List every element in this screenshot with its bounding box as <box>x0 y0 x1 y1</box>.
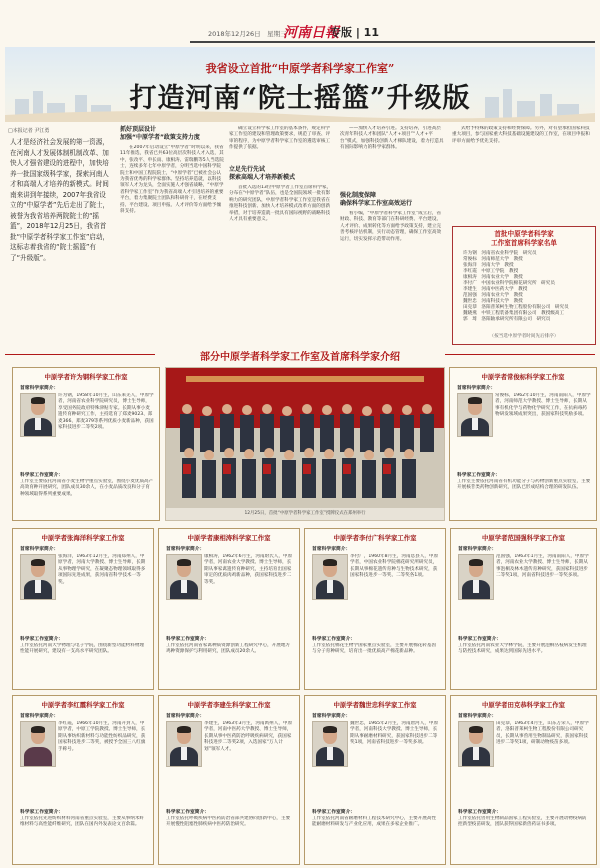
studio-heading: 科学家工作室简介： <box>312 810 356 815</box>
bio-heading: 首席科学家简介： <box>20 386 59 391</box>
scientist-bio: 李付广，1960年8月生，河南息县人，中原学者，中国农业科学院棉花研究所研究员，长期从事棉花遗传育种与生物技术研究，获国家科技进步一等奖、二等奖各1项。 <box>350 554 439 579</box>
studio-card <box>449 367 597 521</box>
list-item: 李红霞 中原工学院 教授 <box>463 269 519 274</box>
scientist-portrait <box>312 554 348 600</box>
header-rule <box>190 41 595 43</box>
card-title: 中原学者许为钢科学家工作室 <box>44 373 128 381</box>
studio-card <box>12 528 154 690</box>
banner-kicker: 我省设立首批“中原学者科学家工作室” <box>205 62 395 75</box>
scientist-bio: 张海洋，1963年12月生，河南郑州人，中原学者，河南大学教授、博士生导师，长期从事物理学研究，在凝聚态物理领域取得多项国际先进成果，获河南省科学技术一等奖。 <box>58 554 146 585</box>
ceremony-photo <box>165 367 445 521</box>
bio-heading: 首席科学家简介： <box>458 714 497 719</box>
studio-desc: 工作室主要依托河南省小麦生物学重点实验室，围绕小麦优质高产高效育种开展研究，团队成员30余人，在小麦品质改良和分子育种领域取得系列重要成果。 <box>20 479 154 497</box>
article-column-2 <box>120 145 224 341</box>
article-paragraph: 式给予特殊的政策支持和经费保障。另外，对有望承担国家科技重大项目，参与国家重大科技基础设施建设的工作室，在项目申报和评审方面给予优先支持。 <box>452 126 590 144</box>
list-item: 郭 琦 洛阳轴承研究所有限公司 研究员 <box>463 317 551 322</box>
scientist-bio: 康相涛，1962年6月生，河南尉氏人，中原学者，河南农业大学教授、博士生导师，长期从事家禽遗传育种研究，主持培育出国家审定的优质肉鸡新品种，获国家科技进步二等奖。 <box>204 554 293 585</box>
studio-heading: 科学家工作室简介： <box>20 810 64 815</box>
list-item: 范国强 河南农业大学 教授 <box>463 293 523 298</box>
list-item: 魏晓燕 中铁工程装备集团有限公司 教授级高工 <box>463 311 565 316</box>
scientist-portrait <box>20 554 56 600</box>
photo-caption: 12月25日，首批“中原学者科学家工作室”授牌仪式在郑州举行 <box>244 511 366 516</box>
ceremony-scene <box>166 368 444 508</box>
banner-headline: 打造河南“院士摇篮”升级版 <box>129 83 471 114</box>
studio-desc: 工作室依托河南省家禽种质资源创新工程研究中心，开展地方鸡种资源保护与利用研究，团队成员20余人。 <box>166 643 291 655</box>
studio-heading: 科学家工作室简介： <box>166 637 210 642</box>
studio-desc: 工作室主要依托河南省有机功能分子与药物创新重点实验室，主要开展核苷类药物创新研究，团队已形成结构合理的研发队伍。 <box>457 479 591 491</box>
scientist-portrait <box>312 721 348 767</box>
studio-card <box>304 528 446 690</box>
article-paragraph: 确立设立科学家工作室的基本条件，规定科学家工作室的建设和管理政策要求，规范了审查、评审的程序，为中原学者科学家工作室的遴选审核工作提供了依据。 <box>229 126 331 151</box>
list-item: 张海洋 河南大学 教授 <box>463 263 514 268</box>
card-title: 中原学者魏世忠科学家工作室 <box>333 701 417 709</box>
list-item: 李建生 河南中医药大学 教授 <box>463 287 528 292</box>
bio-heading: 首席科学家简介： <box>166 714 205 719</box>
studio-desc: 工作室依托河南省耐磨材料工程技术研究中心，主要开展高性能耐磨材料研发与产业化应用，成果在多家企业推广。 <box>312 816 437 828</box>
studio-desc: 工作室依托兽用生物制品国家工程实验室，主要开展动物疫病防控新型疫苗研发，团队获得国家新兽药证书多项。 <box>458 816 587 828</box>
newspaper-logo: 河南日報 <box>283 25 339 41</box>
studio-heading: 科学家工作室简介： <box>457 473 501 478</box>
scientist-portrait <box>458 554 494 600</box>
scientist-portrait <box>166 721 202 767</box>
studio-card <box>304 695 446 865</box>
scientist-portrait <box>20 721 56 767</box>
studio-heading: 科学家工作室简介： <box>458 637 502 642</box>
studio-heading: 科学家工作室简介： <box>20 637 64 642</box>
list-item: 许为钢 河南省农业科学院 研究员 <box>463 251 537 256</box>
scientist-bio: 范国强，1963年1月生，河南南阳人，中原学者，河南农业大学教授、博士生导师，长期从事泡桐及林木遗传育种研究，获国家科技进步二等奖1项，河南省科技进步一等奖多项。 <box>496 554 589 579</box>
article-column-4-top <box>340 126 444 190</box>
studio-card <box>158 695 300 865</box>
section-title: 部分中原学者科学家工作室及首席科学家介绍 <box>200 352 400 363</box>
scientist-portrait <box>20 393 56 437</box>
studio-card <box>450 528 597 690</box>
studio-heading: 科学家工作室简介： <box>20 473 64 478</box>
headline-banner <box>5 47 595 122</box>
scientist-portrait <box>458 721 494 767</box>
card-title: 中原学者李红霞科学家工作室 <box>41 701 125 709</box>
list-item: 常俊标 河南师范大学 教授 <box>463 257 523 262</box>
issue-date: 2018年12月26日 星期三 <box>208 30 287 38</box>
studio-desc: 工作室依托先进纺织材料河南省重点实验室，主要从事纳米纤维材料与高性能纤维研究，团队在国内外发表论文百余篇。 <box>20 816 145 828</box>
article-paragraph: 看小编，“中原学者科学家工作室”成立后，省财政、科技、教育等部门在科研经费、平台建设、人才评价、成果转化等方面给予政策支持，建立完善考核评估机制，实行动态管理，确保工作室高效运行，切实发挥示范带动作用。 <box>340 211 442 242</box>
subheading-guarantee: 强化制度保障 确保科学家工作室高效运行 <box>340 192 413 207</box>
list-item: 康相涛 河南农业大学 教授 <box>463 275 523 280</box>
article-paragraph: ——加快人才培养引进。支持培养，引进高层次青年科技人才和团队“人才+项目”“人才+平台”模式，加强科技创新人才梯队建设，着力打造具有国际影响力的科学家群体。 <box>340 126 444 151</box>
studio-heading: 科学家工作室简介： <box>312 637 356 642</box>
chief-scientist-list <box>452 226 596 345</box>
list-title: 首批中原学者科学家 工作室首席科学家名单 <box>491 230 557 247</box>
article-column-3-top <box>229 126 333 164</box>
bio-heading: 首席科学家简介： <box>457 386 496 391</box>
list-note: （按当选中原学者时间先后排序） <box>489 334 559 339</box>
scientist-bio: 田克恭，1963年4月生，山东万荣人，中原学者，洛阳普莱柯生物工程股份有限公司研究员，长期从事兽用生物制品研究，获国家科技进步二等奖1项，研制动物疫苗多项。 <box>496 721 589 746</box>
bio-heading: 首席科学家简介： <box>458 547 497 552</box>
card-title: 中原学者康相涛科学家工作室 <box>187 534 271 542</box>
subheading-policy: 抓好顶层设计 加强“中原学者”政策支持力度 <box>120 126 200 141</box>
studio-heading: 科学家工作室简介： <box>166 810 210 815</box>
card-title: 中原学者李付广科学家工作室 <box>333 534 417 542</box>
studio-card <box>158 528 300 690</box>
subheading-pilot: 立足先行先试 探索高端人才培养新模式 <box>229 166 296 181</box>
scientist-bio: 李红霞，1966年10月生，河南开封人，中原学者，中原工学院教授、博士生导师，长期从事纺织新材料与功能性纺织品研究，获国家科技进步二等奖，被授予全国三八红旗手称号。 <box>58 721 146 752</box>
bio-heading: 首席科学家简介： <box>20 714 59 719</box>
article-column-4 <box>340 211 444 341</box>
article-paragraph: 首批入选的13位中原学者工作室首席科学家，分布在“中原学者”队伍，也是全国院领域一批有影响力的研究团队，中原学者科学家工作室是我省在推进科技创新、加快人才培养模式改革方面的创新举措，对于培养造就一批具有国际视野的战略科技人才具有重要意义。 <box>229 185 332 223</box>
section-band <box>5 348 595 362</box>
studio-card <box>450 695 597 865</box>
lead-paragraph: 人才是经济社会发展的第一资源，在河南人才发展体制机制改革、加快人才强省建设的进程中，加快培养一批国家级科学家，探索河南人才和高端人才培养的新模式。时间南来讲到年接续，2007年我省设立的“中原学者”先后走出了院士，被誉为我省培养两院院士的“摇篮”，2018年12月25日，我省首批“中原学者科学家工作室”启动，这标志着我省的“院士摇篮”有了“升级版”。 <box>10 138 110 262</box>
bio-heading: 首席科学家简介： <box>312 714 351 719</box>
scientist-portrait <box>166 554 202 600</box>
article-column-3 <box>229 185 333 341</box>
article-paragraph: 在2007年启动设立“中原学者”时明以来，我省11年推选，我省已共63位高层次科技人才入选，其中，张改平、申长雨、康相涛、雷瑞鹏等5人当选院士，连续多年七年中原学者，分明当选中国科学院院士和中国工程院院士，“中原学者”已被社会公认为我省优秀的科学家群体。坚持培养造就，以科技领军人才为龙头，全面实施人才强省战略，“中原学者科学家工作室”作为我省高端人才引进培养的重要平台，着力集聚院士团队和科研骨干，在经费支持、平台建设、项目申报、人才评价等方面给予倾斜支持。 <box>120 145 224 215</box>
studio-card <box>12 695 154 865</box>
section-label: 专版 | 11 <box>330 26 379 39</box>
byline: □本报记者 尹江勇 <box>8 128 50 134</box>
scientist-portrait <box>457 393 493 437</box>
studio-desc: 工作室依托河南大学物理与电子学院，围绕新型功能材料物理性能开展研究，建设有一支高水平研究团队。 <box>20 643 145 655</box>
card-title: 中原学者常俊标科学家工作室 <box>481 373 565 381</box>
studio-desc: 工作室依托河南农业大学林学院，主要开展泡桐丛枝病发生机理与防控技术研究，成果达到国际先进水平。 <box>458 643 587 655</box>
list-item: 李付广 中国农业科学院棉花研究所 研究员 <box>463 281 555 286</box>
card-title: 中原学者田克恭科学家工作室 <box>481 701 566 709</box>
card-title: 中原学者张海洋科学家工作室 <box>41 534 125 542</box>
studio-card <box>12 367 160 521</box>
article-column-5-top <box>452 126 594 222</box>
bio-heading: 首席科学家简介： <box>166 547 205 552</box>
studio-desc: 工作室依托棉花生物学国家重点实验室，主要开展棉花转基因与分子育种研究，培育出一批优质高产棉花新品种。 <box>312 643 437 655</box>
list-item: 魏世忠 河南科技大学 教授 <box>463 299 523 304</box>
card-title: 中原学者范国强科学家工作室 <box>481 534 566 542</box>
scientist-bio: 魏世忠，1965年2月生，河南唐河人，中原学者，河南科技大学教授、博士生导师，长期从事耐磨材料研究，获国家科技进步二等奖1项，河南省科技进步一等奖多项。 <box>350 721 439 746</box>
card-title: 中原学者李建生科学家工作室 <box>187 701 271 709</box>
scientist-bio: 李建生，1963年3月生，河南禹州人，中原学者，河南中医药大学教授、博士生导师，长期从事中医药防治呼吸疾病研究，获国家科技进步二等奖2项，入选国家“万人计划”领军人才。 <box>204 721 293 752</box>
scientist-bio: 许为钢，1958年10月生，山东莱芜人，中原学者，河南省农业科学院研究员，博士生导师，享受国务院政府特殊津贴专家。长期从事小麦遗传育种研究工作，主持选育了郑麦9023、郑麦366、郑麦379等系列优质小麦新品种，获国家科技进步二等奖2项。 <box>58 393 154 431</box>
studio-heading: 科学家工作室简介： <box>458 810 502 815</box>
list-item: 田克恭 洛阳普莱柯生物工程股份有限公司 研究员 <box>463 305 569 310</box>
bio-heading: 首席科学家简介： <box>20 547 59 552</box>
scientist-bio: 常俊标，1962年10月生，河南南阳人，中原学者，河南师范大学教授、博士生导师，长期从事有机化学与药物化学研究工作，在抗病毒药物研发领域成果突出，获国家科技奖励多项。 <box>495 393 591 418</box>
bio-heading: 首席科学家简介： <box>312 547 351 552</box>
studio-desc: 工作室依托呼吸疾病中医药防治省部共建协同创新中心，主要开展慢性阻塞性肺疾病中医药防治研究。 <box>166 816 291 828</box>
page-header <box>0 0 600 45</box>
